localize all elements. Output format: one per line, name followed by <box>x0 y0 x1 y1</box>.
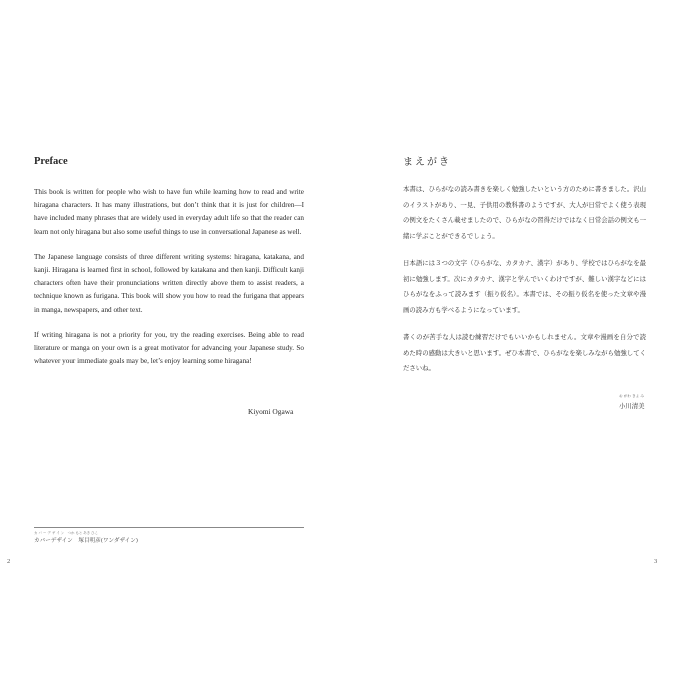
maegaki-body <box>403 182 646 389</box>
preface-body <box>34 186 304 380</box>
preface-heading: Preface <box>34 156 68 167</box>
preface-paragraph: The Japanese language consists of three different writing systems: hiragana, katakana, and kanji. Hiragana is learned first in school, followed by katakana and then kanji. Difficult kanji characters often have their pronunciations written directly above them to assist readers, a technique known as furigana. This book will show you how to read the furigana that appears in manga, newspapers, and other text. <box>34 252 304 314</box>
maegaki-heading: まえがき <box>403 157 451 168</box>
right-page <box>340 0 679 679</box>
maegaki-paragraph: 本書は、ひらがなの読み書きを楽しく勉強したいという方のために書きました。沢山のイラストがあり、一見、子供用の教科書のようですが、大人が日常でよく使う表現の例文をたくさん載せましたので、ひらがなの習得だけではなく日常会話の例文も一緒に学ぶことができるでしょう。 <box>403 185 646 240</box>
footnote-divider <box>34 527 304 528</box>
page-number-left: 2 <box>7 558 11 565</box>
author-signature-jp: 小川清美 <box>619 402 645 410</box>
maegaki-paragraph: 書くのが苦手な人は読む練習だけでもいいかもしれません。文章や漫画を自分で読めた時の感動は大きいと思います。ぜひ本書で、ひらがなを楽しみながら勉強してくださいね。 <box>403 333 646 372</box>
author-signature: Kiyomi Ogawa <box>248 407 294 416</box>
preface-paragraph: This book is written for people who wish to have fun while learning how to read and write hiragana characters. It has many illustrations, but don’t think that it is just for children—I have included many phrases that are widely used in everyday adult life so that the reader can learn not only hiragana but also some useful things to use in conversational Japanese as well. <box>34 188 304 236</box>
maegaki-paragraph: 日本語には３つの文字（ひらがな、カタカナ、漢字）があり、学校ではひらがなを最初に勉強します。次にカタカナ、漢字と学んでいくわけですが、難しい漢字などにはひらがなをふって読みます（振り仮名）。本書では、その振り仮名を使った文章や漫画の読み方も学べるようになっています。 <box>403 259 646 314</box>
footnote-furigana: カ バ ー デ ザ イ ン つか もと あき ひこ <box>34 531 98 535</box>
preface-paragraph: If writing hiragana is not a priority for you, try the reading exercises. Being able to read literature or manga on your own is a great motivator for advancing your Japanese study. So whatever your immediate goals may be, let’s enjoy learning some hiragana! <box>34 330 304 366</box>
cover-design-credit: カバーデザイン 塚目明彦(ワンダザイン) <box>34 538 139 544</box>
signature-furigana: お がわ きよ み <box>619 394 644 398</box>
page-number-right: 3 <box>654 558 658 565</box>
left-page <box>0 0 339 679</box>
